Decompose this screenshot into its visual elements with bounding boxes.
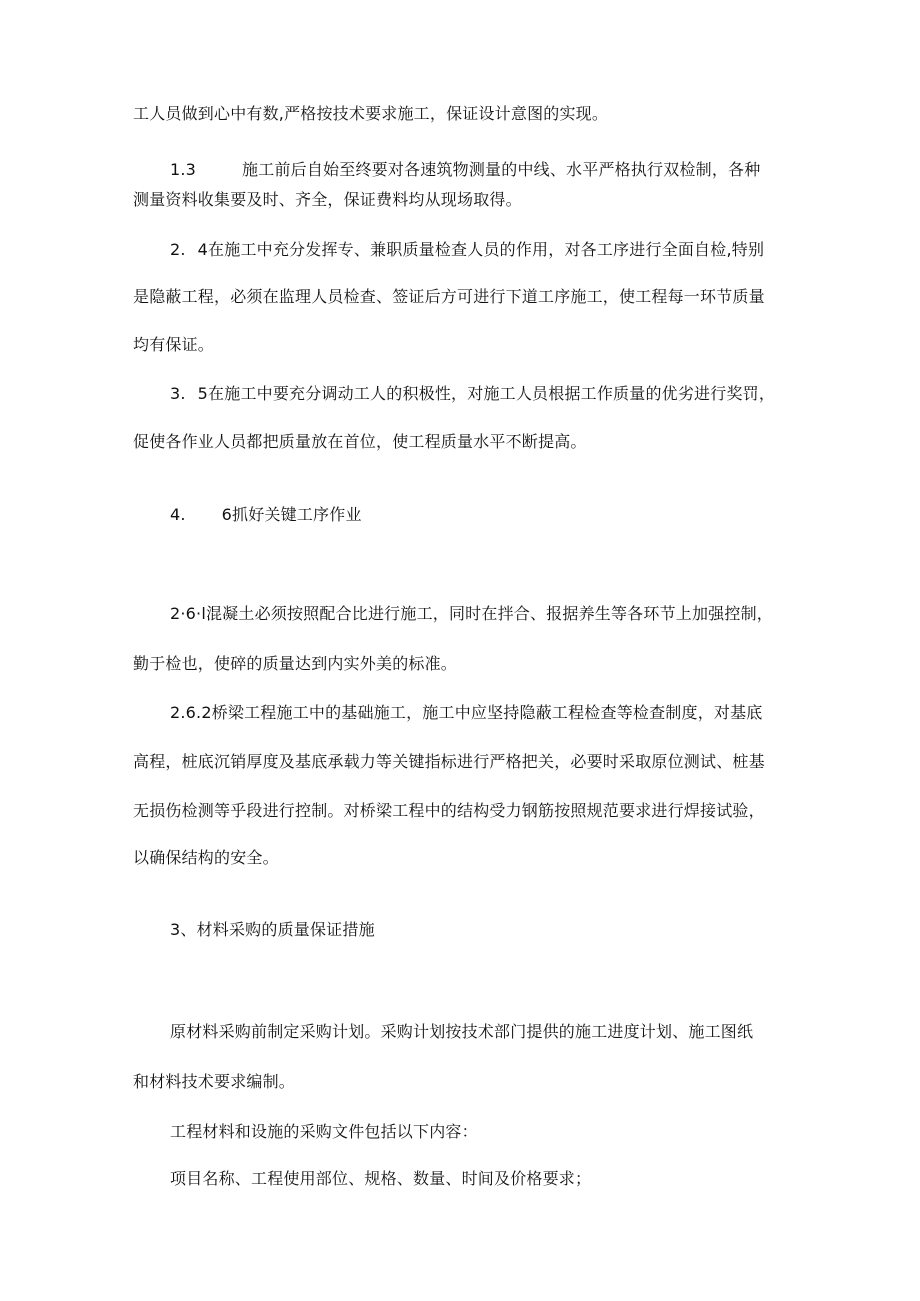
paragraph-line: 高程，桩底沉销厚度及基底承载力等关键指标进行严格把关，必要时采取原位测试、桩基: [133, 752, 765, 771]
item-number: 1.3: [170, 160, 197, 179]
paragraph-line: 2·6·l混凝土必须按照配合比进行施工，同时在拌合、报据养生等各环节上加强控制，: [170, 604, 773, 623]
paragraph-line: 是隐蔽工程，必须在监理人员检查、签证后方可进行下道工序施工，使工程每一环节质量: [133, 287, 765, 306]
paragraph-line: 以确保结构的安全。: [133, 848, 279, 867]
item-number: 2.: [170, 240, 186, 259]
paragraph-line: 促使各作业人员都把质量放在首位，使工程质量水平不断提高。: [133, 432, 587, 451]
paragraph-line: 工程材料和设施的采购文件包括以下内容：: [170, 1122, 478, 1141]
paragraph-line: 无损伤检测等乎段进行控制。对桥梁工程中的结构受力钢筋按照规范要求进行焊接试验，: [133, 801, 765, 820]
paragraph-line: 2.6.2桥梁工程施工中的基础施工，施工中应坚持隐蔽工程检查等检查制度，对基底: [170, 703, 763, 722]
paragraph-line: 均有保证。: [133, 335, 215, 354]
section-3-line: 3. 5在施工中要充分调动工人的积极性，对施工人员根据工作质量的优劣进行奖罚，: [170, 384, 776, 403]
paragraph-line: 测量资料收集要及时、齐全，保证费料均从现场取得。: [133, 190, 522, 209]
paragraph-line: 原材料采购前制定采购计划。采购计划按技术部门提供的施工进度计划、施工图纸: [170, 1022, 754, 1041]
item-number: 4.: [170, 505, 186, 524]
item-number: 3.: [170, 384, 186, 403]
paragraph-line: 工人员做到心中有数,严格按技术要求施工，保证设计意图的实现。: [133, 104, 609, 123]
section-2-line: 2. 4在施工中充分发挥专、兼职质量检查人员的作用，对各工序进行全面自检,特别: [170, 240, 765, 259]
paragraph-line: 勤于检也，使碎的质量达到内实外美的标准。: [133, 654, 458, 673]
section-1-3-line: 1.3 施工前后自始至终要对各速筑物测量的中线、水平严格执行双检制，各种: [170, 160, 761, 179]
paragraph-line: 项目名称、工程使用部位、规格、数量、时间及价格要求；: [170, 1169, 592, 1188]
section-heading: 3、材料采购的质量保证措施: [170, 920, 375, 939]
section-4-heading: 4. 6抓好关键工序作业: [170, 505, 362, 524]
paragraph-line: 和材料技术要求编制。: [133, 1072, 296, 1091]
